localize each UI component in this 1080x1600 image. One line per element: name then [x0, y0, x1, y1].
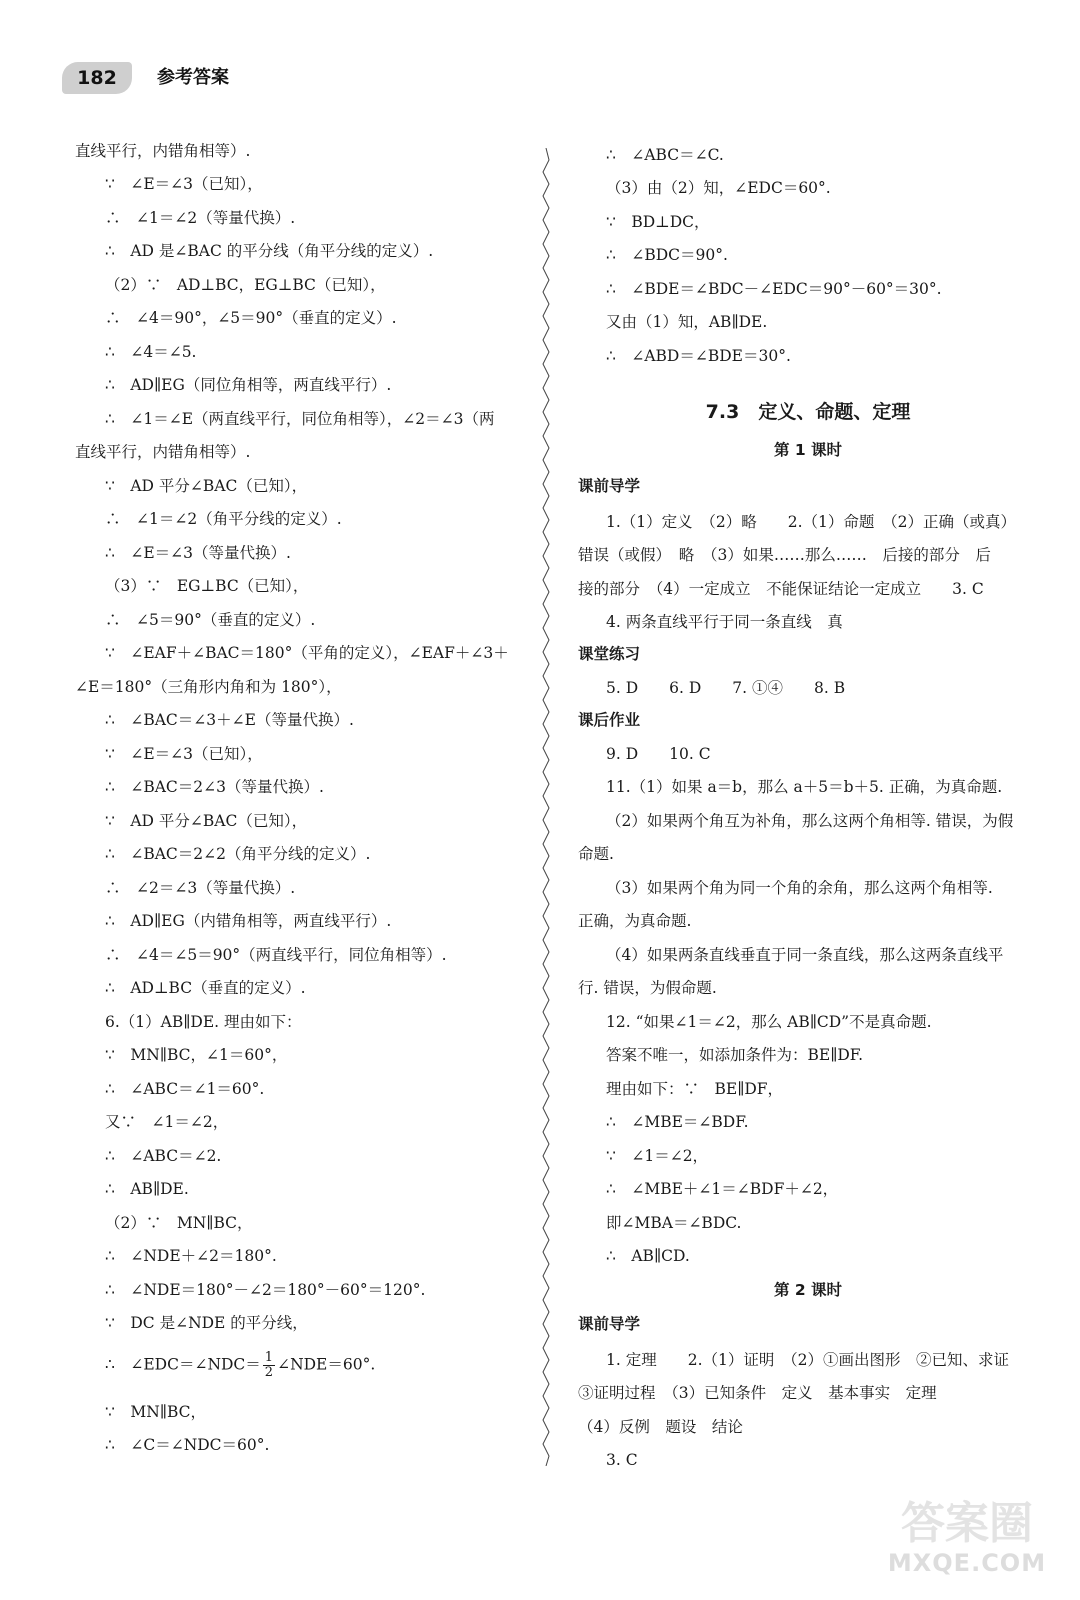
text-line: 直线平行，内错角相等）. — [75, 142, 251, 160]
text-line: （4）如果两条直线垂直于同一条直线，那么这两条直线平 — [606, 946, 1004, 964]
section-title: 7.3 定义、命题、定理 — [705, 401, 911, 423]
text-line: 理由如下：∵ BE∥DF， — [606, 1080, 784, 1098]
text-line: ∵ ∠E＝∠3（已知）， — [105, 745, 263, 763]
lesson-title: 第 2 课时 — [773, 1281, 843, 1299]
text-line: ∴ AD⊥BC（垂直的定义）. — [105, 979, 306, 997]
fraction-numerator: 1 — [264, 1350, 274, 1365]
text-line: ∴ AD∥EG（同位角相等，两直线平行）. — [105, 376, 392, 394]
text-line: （3）由（2）知，∠EDC＝60°. — [606, 179, 831, 197]
text-line: ∵ MN∥BC， — [105, 1403, 206, 1421]
text-line: ∵ BD⊥DC， — [606, 213, 710, 231]
text-line: 直线平行，内错角相等）. — [75, 443, 251, 461]
text-line: ∠E＝180°（三角形内角和为 180°）， — [75, 678, 342, 696]
text-line: ∵ MN∥BC，∠1＝60°， — [105, 1046, 288, 1064]
text-line: ∴ ∠BAC＝2∠2（角平分线的定义）. — [105, 845, 371, 863]
text-line: ∴ ∠C＝∠NDC＝60°. — [105, 1436, 270, 1454]
text-line: 接的部分 （4）一定成立 不能保证结论一定成立 3. C — [578, 580, 984, 598]
text-line: ∴ ∠4＝90°，∠5＝90°（垂直的定义）. — [105, 309, 397, 327]
text-line: ∴ ∠2＝∠3（等量代换）. — [105, 879, 296, 897]
text-line: ∴ ∠NDE＝180°－∠2＝180°－60°＝120°. — [105, 1281, 426, 1299]
text-line: ∴ ∠ABD＝∠BDE＝30°. — [606, 347, 791, 365]
text-line: ∴ ∠4＝∠5＝90°（两直线平行，同位角相等）. — [105, 946, 447, 964]
fraction-suffix: ∠NDE＝60°. — [277, 1355, 376, 1374]
text-line: 即∠MBA＝∠BDC. — [606, 1214, 742, 1232]
page-number: 182 — [62, 62, 132, 94]
watermark — [872, 1498, 1062, 1582]
text-line: ∴ ∠ABC＝∠1＝60°. — [105, 1080, 265, 1098]
text-line: ∵ ∠EAF＋∠BAC＝180°（平角的定义），∠EAF＋∠3＋ — [105, 644, 509, 662]
text-line: ∴ ∠MBE＋∠1＝∠BDF＋∠2， — [606, 1180, 839, 1198]
text-line: （3）如果两个角为同一个角的余角，那么这两个角相等. — [606, 879, 993, 897]
text-line: ∴ ∠1＝∠E（两直线平行，同位角相等），∠2＝∠3（两 — [105, 410, 495, 428]
subsection-label: 课前导学 — [578, 1315, 641, 1333]
text-line: ∴ ∠4＝∠5. — [105, 343, 197, 361]
text-line: 1. 定理 2.（1）证明 （2）①画出图形 ②已知、求证 — [606, 1351, 1009, 1369]
text-line: （3）∵ EG⊥BC（已知）， — [105, 577, 309, 595]
text-line: 12. “如果∠1＝∠2，那么 AB∥CD”不是真命题. — [606, 1013, 932, 1031]
text-line: 又由（1）知，AB∥DE. — [606, 313, 768, 331]
text-line: 错误（或假） 略 （3）如果……那么…… 后接的部分 后 — [578, 546, 991, 564]
text-line: 命题. — [578, 845, 614, 863]
fraction-equation — [105, 1351, 375, 1380]
text-line: ∴ ∠E＝∠3（等量代换）. — [105, 544, 291, 562]
text-line: 行. 错误，为假命题. — [578, 979, 717, 997]
text-line: 11.（1）如果 a＝b，那么 a＋5＝b＋5. 正确，为真命题. — [606, 778, 1003, 796]
lesson-title: 第 1 课时 — [773, 441, 843, 459]
text-line: （2）∵ MN∥BC， — [105, 1214, 253, 1232]
text-line: ∴ ∠1＝∠2（等量代换）. — [105, 209, 296, 227]
text-line: （4）反例 题设 结论 — [578, 1418, 743, 1436]
watermark-url: MXQE.COM — [887, 1549, 1047, 1577]
text-line: ∴ ∠BAC＝∠3＋∠E（等量代换）. — [105, 711, 354, 729]
text-line: ∵ ∠1＝∠2， — [606, 1147, 709, 1165]
text-line: 5. D 6. D 7. ①④ 8. B — [606, 679, 846, 697]
column-divider — [540, 148, 552, 1466]
text-line: ∴ ∠ABC＝∠2. — [105, 1147, 222, 1165]
fraction-prefix: ∴ ∠EDC＝∠NDC＝ — [105, 1355, 261, 1374]
subsection-label: 课堂练习 — [578, 645, 641, 663]
subsection-label: 课后作业 — [578, 711, 641, 729]
watermark-logo: 答案圈 — [901, 1498, 1033, 1549]
text-line: 正确，为真命题. — [578, 912, 692, 930]
fraction — [263, 1351, 275, 1380]
text-line: ∴ ∠BAC＝2∠3（等量代换）. — [105, 778, 324, 796]
text-line: ∵ AD 平分∠BAC（已知）， — [105, 812, 308, 830]
text-line: ∴ AD 是∠BAC 的平分线（角平分线的定义）. — [105, 242, 434, 260]
text-line: ∴ ∠1＝∠2（角平分线的定义）. — [105, 510, 342, 528]
text-line: 4. 两条直线平行于同一条直线 真 — [606, 613, 843, 631]
text-line: ∵ ∠E＝∠3（已知）， — [105, 175, 263, 193]
fraction-denominator: 2 — [264, 1365, 274, 1380]
text-line: ∴ AB∥DE. — [105, 1180, 189, 1198]
text-line: （2）∵ AD⊥BC，EG⊥BC（已知）， — [105, 276, 386, 294]
text-line: ∴ ∠5＝90°（垂直的定义）. — [105, 611, 316, 629]
text-line: ∴ ∠BDC＝90°. — [606, 246, 728, 264]
text-line: 6.（1）AB∥DE. 理由如下： — [105, 1013, 302, 1031]
page-title: 参考答案 — [157, 67, 229, 88]
text-line: （2）如果两个角互为补角，那么这两个角相等. 错误，为假 — [606, 812, 1014, 830]
text-line: ∴ AD∥EG（内错角相等，两直线平行）. — [105, 912, 392, 930]
text-line: ∴ ∠MBE＝∠BDF. — [606, 1113, 749, 1131]
text-line: 9. D 10. C — [606, 745, 711, 763]
text-line: 答案不唯一，如添加条件为：BE∥DF. — [606, 1046, 864, 1064]
text-line: ∵ DC 是∠NDE 的平分线， — [105, 1314, 308, 1332]
text-line: ∵ AD 平分∠BAC（已知）， — [105, 477, 308, 495]
text-line: 1.（1）定义 （2）略 2.（1）命题 （2）正确（或真） — [606, 513, 1017, 531]
text-line: 3. C — [606, 1451, 638, 1469]
text-line: ③证明过程 （3）已知条件 定义 基本事实 定理 — [578, 1384, 937, 1402]
text-line: ∴ ∠ABC＝∠C. — [606, 146, 724, 164]
subsection-label: 课前导学 — [578, 477, 641, 495]
text-line: 又∵ ∠1＝∠2， — [105, 1113, 229, 1131]
text-line: ∴ ∠BDE＝∠BDC－∠EDC＝90°－60°＝30°. — [606, 280, 942, 298]
text-line: ∴ AB∥CD. — [606, 1247, 690, 1265]
text-line: ∴ ∠NDE＋∠2＝180°. — [105, 1247, 277, 1265]
